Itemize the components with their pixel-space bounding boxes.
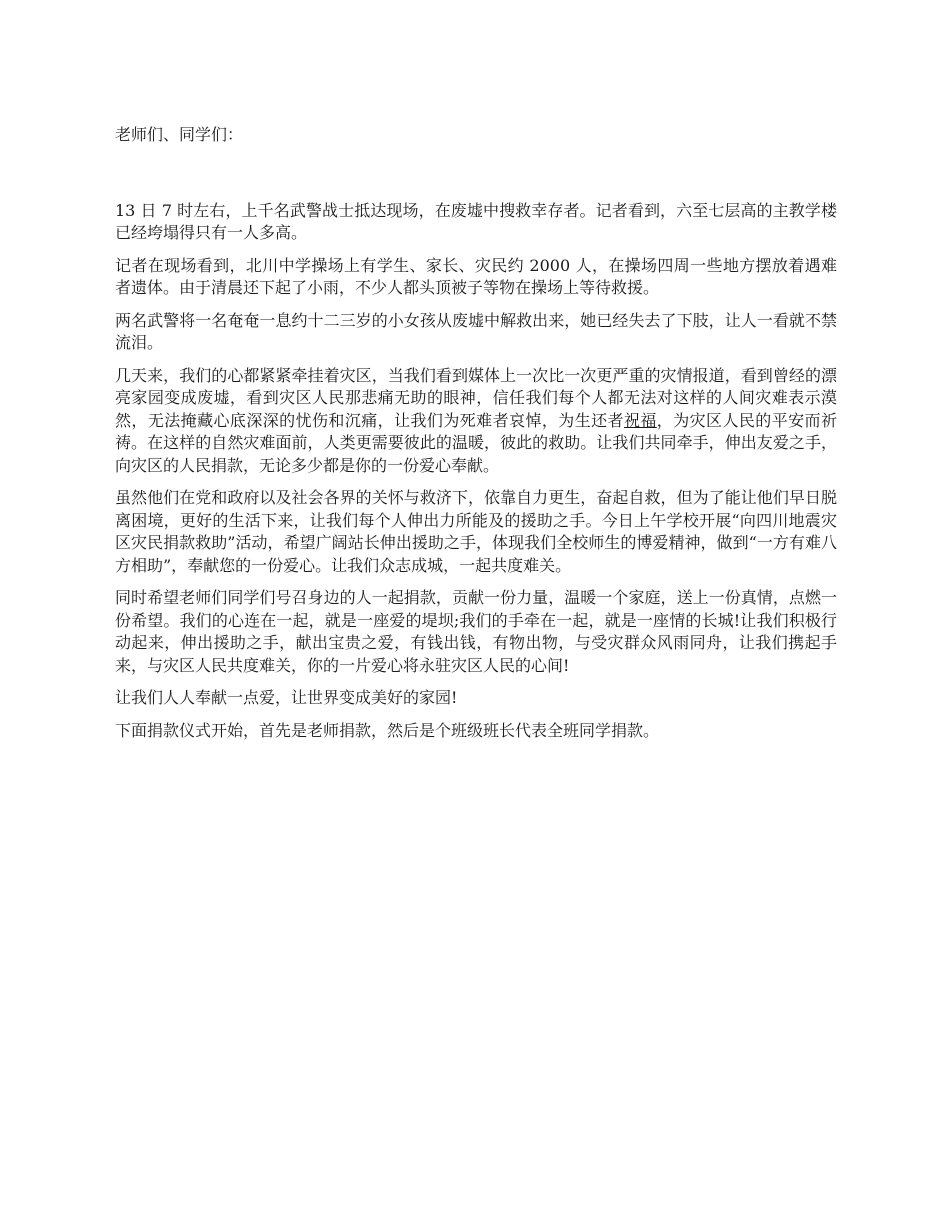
paragraph-4-text-after: ，为灾区人民的平安而祈祷。在这样的自然灾难面前，人类更需要彼此的温暖，彼此的救助。让我们共同牵手，伸出友爱之手，向灾区的人民捐款，无论多少都是你的一份爱心奉献。 bbox=[115, 410, 837, 475]
underlined-word: 祝福 bbox=[623, 410, 657, 430]
paragraph-2: 记者在现场看到，北川中学操场上有学生、家长、灾民约 2000 人，在操场四周一些地方摆放着遇难者遗体。由于清晨还下起了小雨，不少人都头顶被子等物在操场上等待救援。 bbox=[115, 255, 837, 297]
paragraph-7: 让我们人人奉献一点爱，让世界变成美好的家园! bbox=[115, 688, 458, 707]
document-body bbox=[115, 124, 837, 752]
paragraph-4 bbox=[115, 365, 837, 478]
paragraph-5: 虽然他们在党和政府以及社会各界的关怀与救济下，依靠自力更生，奋起自救，但为了能让他们早日脱离困境，更好的生活下来，让我们每个人伸出力所能及的援助之手。今日上午学校开展“向四川地震灾区灾民捐款救助”活动，希望广阔站长伸出援助之手，体现我们全校师生的博爱精神，做到“一方有难八方相助”，奉献您的一份爱心。让我们众志成城，一起共度难关。 bbox=[115, 488, 837, 575]
greeting: 老师们、同学们： bbox=[115, 125, 244, 144]
paragraph-6: 同时希望老师们同学们号召身边的人一起捐款，贡献一份力量，温暖一个家庭，送上一份真情，点燃一份希望。我们的心连在一起，就是一座爱的堤坝;我们的手牵在一起，就是一座情的长城!让我们积极行动起来，伸出援助之手，献出宝贵之爱，有钱出钱，有物出物，与受灾群众风雨同舟，让我们携起手来，与灾区人民共度难关，你的一片爱心将永驻灾区人民的心间! bbox=[115, 588, 837, 675]
paragraph-4-text-before: 几天来，我们的心都紧紧牵挂着灾区，当我们看到媒体上一次比一次更严重的灾情报道，看到曾经的漂亮家园变成废墟，看到灾区人民那悲痛无助的眼神，信任我们每个人都无法对这样的人间灾难表示漠然，无法掩藏心底深深的忧伤和沉痛，让我们为死难者哀悼，为生还者 bbox=[115, 365, 837, 430]
paragraph-1: 13 日 7 时左右，上千名武警战士抵达现场，在废墟中搜救幸存者。记者看到，六至七层高的主教学楼已经垮塌得只有一人多高。 bbox=[115, 200, 837, 242]
paragraph-3: 两名武警将一名奄奄一息约十二三岁的小女孩从废墟中解救出来，她已经失去了下肢，让人一看就不禁流泪。 bbox=[115, 310, 837, 352]
paragraph-8: 下面捐款仪式开始，首先是老师捐款，然后是个班级班长代表全班同学捐款。 bbox=[115, 720, 660, 740]
